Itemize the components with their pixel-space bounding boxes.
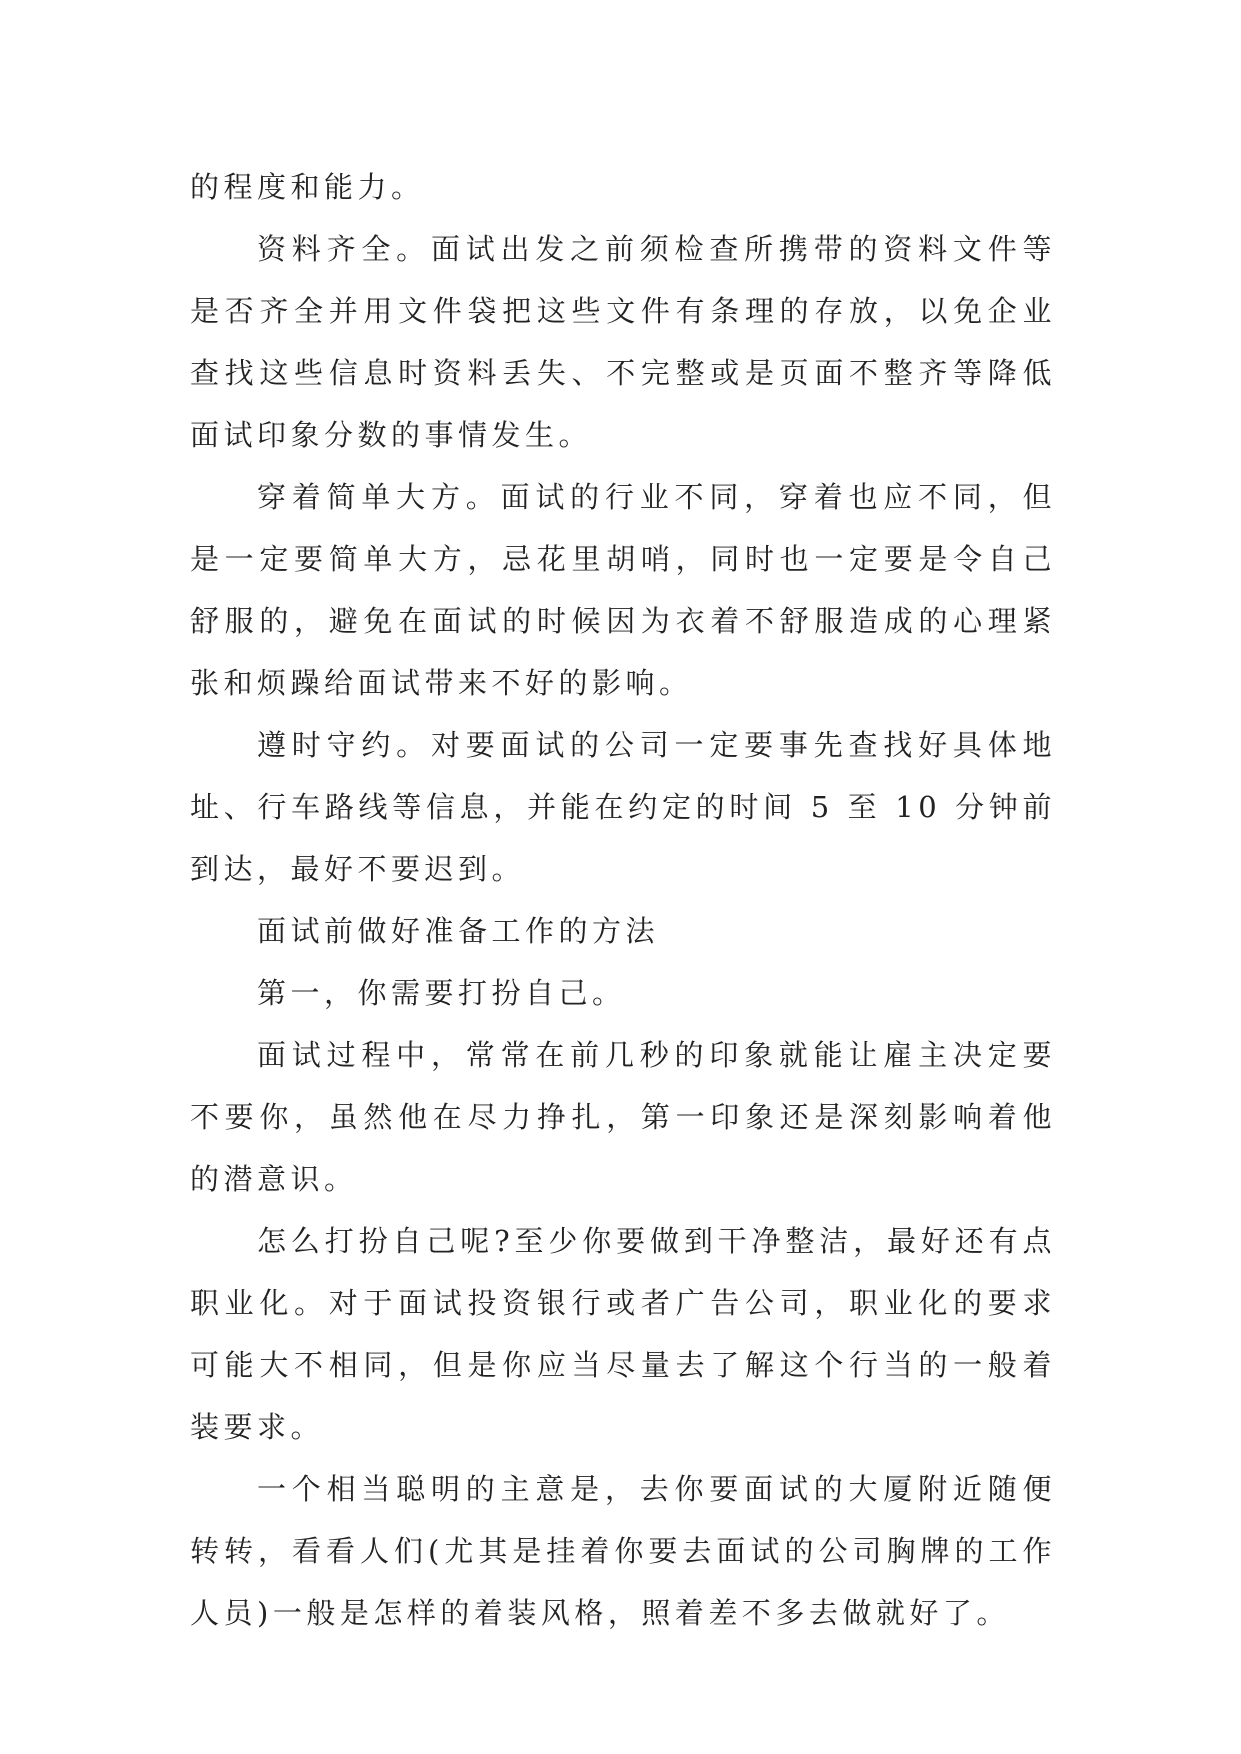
paragraph-punctuality: 遵时守约。对要面试的公司一定要事先查找好具体地址、行车路线等信息，并能在约定的时间 5 至 10 分钟前到达，最好不要迟到。: [190, 728, 1056, 886]
paragraph-first-impression: 面试过程中，常常在前几秒的印象就能让雇主决定要不要你，虽然他在尽力挣扎，第一印象还是深刻影响着他的潜意识。: [190, 1038, 1056, 1196]
paragraph-observe-style: 一个相当聪明的主意是，去你要面试的大厦附近随便转转，看看人们(尤其是挂着你要去面试的公司胸牌的工作人员)一般是怎样的着装风格，照着差不多去做就好了。: [190, 1472, 1056, 1630]
paragraph-step-one: 第一，你需要打扮自己。: [257, 976, 626, 1010]
section-heading: 面试前做好准备工作的方法: [257, 914, 660, 948]
paragraph-dress-simple: 穿着简单大方。面试的行业不同，穿着也应不同，但是一定要简单大方，忌花里胡哨，同时也一定要是令自己舒服的，避免在面试的时候因为衣着不舒服造成的心理紧张和烦躁给面试带来不好的影响。: [190, 480, 1056, 700]
paragraph-materials-complete: 资料齐全。面试出发之前须检查所携带的资料文件等是否齐全并用文件袋把这些文件有条理的存放，以免企业查找这些信息时资料丢失、不完整或是页面不整齐等降低面试印象分数的事情发生。: [190, 232, 1056, 452]
document-body: [190, 156, 1056, 1644]
paragraph-how-to-dress: 怎么打扮自己呢?至少你要做到干净整洁，最好还有点职业化。对于面试投资银行或者广告公司，职业化的要求可能大不相同，但是你应当尽量去了解这个行当的一般着装要求。: [190, 1224, 1056, 1444]
paragraph-continuation: 的程度和能力。: [190, 170, 425, 204]
